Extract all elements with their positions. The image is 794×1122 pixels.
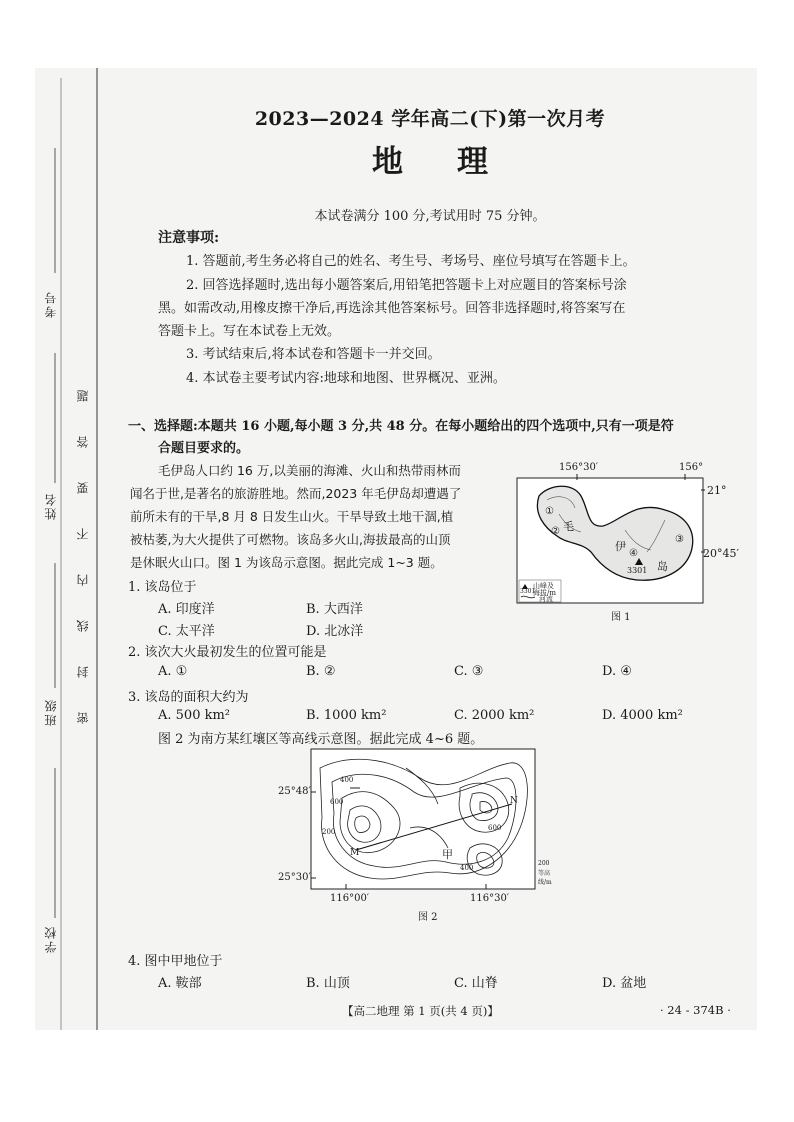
warn-char-4: 不	[76, 528, 90, 540]
warn-char-5: 内	[76, 574, 90, 586]
binding-lines	[35, 68, 99, 1030]
label-kaohao: 考号	[44, 290, 58, 318]
q3-stem: 3. 该岛的面积大约为	[128, 690, 249, 705]
map2-label-m: M	[350, 848, 360, 858]
map2-legend-val: 200	[538, 860, 550, 867]
q2-option-a[interactable]: A. ①	[158, 664, 188, 679]
map2-caption: 图 2	[418, 912, 438, 923]
exam-title: 2023—2024 学年高二(下)第一次月考	[254, 108, 606, 130]
q4-option-b[interactable]: B. 山顶	[306, 976, 350, 991]
map1-legend-elev: 海拔/m	[533, 589, 556, 597]
map1-legend-peakval: 3301	[520, 588, 536, 595]
map2-contour-4: 600	[488, 824, 502, 832]
warn-char-3: 要	[76, 482, 90, 494]
map1-lon-1: 156°30′	[559, 462, 599, 473]
passage1-line-4: 被枯萎,为大火提供了可燃物。该岛多火山,海拔最高的山顶	[130, 532, 451, 547]
q4-option-d[interactable]: D. 盆地	[602, 976, 647, 991]
notice-line-4: 答题卡上。写在本试卷上无效。	[158, 324, 341, 339]
q1-option-d[interactable]: D. 北冰洋	[306, 624, 364, 639]
q3-option-d[interactable]: D. 4000 km²	[602, 708, 683, 723]
map2-contour-1: 600	[330, 798, 344, 806]
warn-char-1: 题	[76, 390, 90, 402]
label-xuexiao: 学校	[44, 925, 58, 953]
section-heading-line1: 一、选择题:本题共 16 小题,每小题 3 分,共 48 分。在每小题给出的四个选项中,只有一项是符	[128, 419, 674, 434]
footer-code: · 24 - 374B ·	[660, 1003, 731, 1017]
map1-marker-2: ②	[551, 526, 560, 537]
map2-label-n: N	[510, 796, 518, 806]
q1-option-a[interactable]: A. 印度洋	[158, 602, 215, 617]
map1-caption: 图 1	[611, 612, 631, 623]
passage2-intro: 图 2 为南方某红壤区等高线示意图。据此完成 4~6 题。	[158, 732, 484, 747]
q4-option-c[interactable]: C. 山脊	[454, 976, 498, 991]
map1-marker-3: ③	[675, 534, 684, 545]
notice-heading: 注意事项:	[158, 230, 220, 246]
q2-option-b[interactable]: B. ②	[306, 664, 336, 679]
notice-line-2: 2. 回答选择题时,选出每小题答案后,用铅笔把答题卡上对应题目的答案标号涂	[186, 278, 627, 293]
map2-lat-1: 25°48′	[278, 786, 311, 797]
footer-page-info: 【高二地理 第 1 页(共 4 页)】	[342, 1004, 499, 1018]
q2-stem: 2. 该次大火最初发生的位置可能是	[128, 645, 327, 660]
warn-char-8: 密	[76, 712, 90, 724]
label-xingming: 姓名	[44, 492, 58, 520]
notice-line-5: 3. 考试结束后,将本试卷和答题卡一并交回。	[186, 347, 441, 362]
q1-option-c[interactable]: C. 太平洋	[158, 624, 215, 639]
q1-stem: 1. 该岛位于	[128, 580, 197, 595]
warn-char-7: 封	[76, 666, 90, 678]
map1-label-dao: 岛	[657, 560, 668, 573]
map2-lon-1: 116°00′	[330, 893, 370, 904]
q3-option-b[interactable]: B. 1000 km²	[306, 708, 387, 723]
map2-contour-2: 400	[340, 776, 354, 784]
notice-line-1: 1. 答题前,考生务必将自己的姓名、考生号、考场号、座位号填写在答题卡上。	[186, 254, 636, 269]
warn-char-6: 线	[76, 620, 90, 632]
map2-contour-5: 400	[460, 864, 474, 872]
passage1-line-3: 前所未有的干旱,8 月 8 日发生山火。干旱导致土地干涸,植	[130, 509, 454, 524]
map2-lat-2: 25°30′	[278, 872, 311, 883]
subject-title: 地理	[372, 144, 542, 180]
score-line: 本试卷满分 100 分,考试用时 75 分钟。	[314, 209, 546, 224]
passage1-line-5: 是休眠火山口。图 1 为该岛示意图。据此完成 1~3 题。	[130, 555, 443, 570]
passage1-line-1: 毛伊岛人口约 16 万,以美丽的海滩、火山和热带雨林而	[158, 463, 461, 478]
q2-option-d[interactable]: D. ④	[602, 664, 632, 679]
map1-label-mao: 毛	[563, 520, 574, 533]
q2-option-c[interactable]: C. ③	[454, 664, 484, 679]
notice-line-3: 黑。如需改动,用橡皮擦干净后,再选涂其他答案标号。回答非选择题时,将答案写在	[158, 301, 626, 316]
map1-marker-1: ①	[545, 506, 554, 517]
binding-strip	[35, 68, 99, 1030]
map1-lat-1: 21°	[707, 484, 727, 497]
label-banji: 班级	[44, 698, 58, 726]
figure2-contour-map	[278, 748, 552, 923]
map1-lat-2: 20°45′	[703, 547, 739, 560]
map2-legend-text: 等高线/m	[538, 870, 552, 886]
map1-legend-river: 河流	[539, 595, 553, 603]
q3-option-a[interactable]: A. 500 km²	[158, 708, 231, 723]
warn-char-2: 答	[76, 436, 90, 448]
passage1-line-2: 闻名于世,是著名的旅游胜地。然而,2023 年毛伊岛却遭遇了	[130, 486, 462, 501]
section-heading-line2: 合题目要求的。	[158, 441, 250, 456]
notice-line-6: 4. 本试卷主要考试内容:地球和地图、世界概况、亚洲。	[186, 371, 506, 386]
map2-lon-2: 116°30′	[470, 893, 510, 904]
q1-option-b[interactable]: B. 大西洋	[306, 602, 363, 617]
map2-contour-3: 200	[322, 828, 336, 836]
map2-label-jia: 甲	[442, 848, 453, 861]
map1-peak-value: 3301	[627, 566, 648, 575]
figure1-island-map	[515, 462, 739, 623]
q3-option-c[interactable]: C. 2000 km²	[454, 708, 535, 723]
map1-legend-peak: 山峰及	[533, 582, 554, 590]
map1-label-yi: 伊	[615, 540, 626, 553]
q4-option-a[interactable]: A. 鞍部	[158, 976, 202, 991]
map1-lon-2: 156°	[679, 462, 704, 473]
map1-marker-4: ④	[629, 548, 638, 559]
q4-stem: 4. 图中甲地位于	[128, 954, 223, 969]
contour-map-svg	[310, 748, 536, 893]
